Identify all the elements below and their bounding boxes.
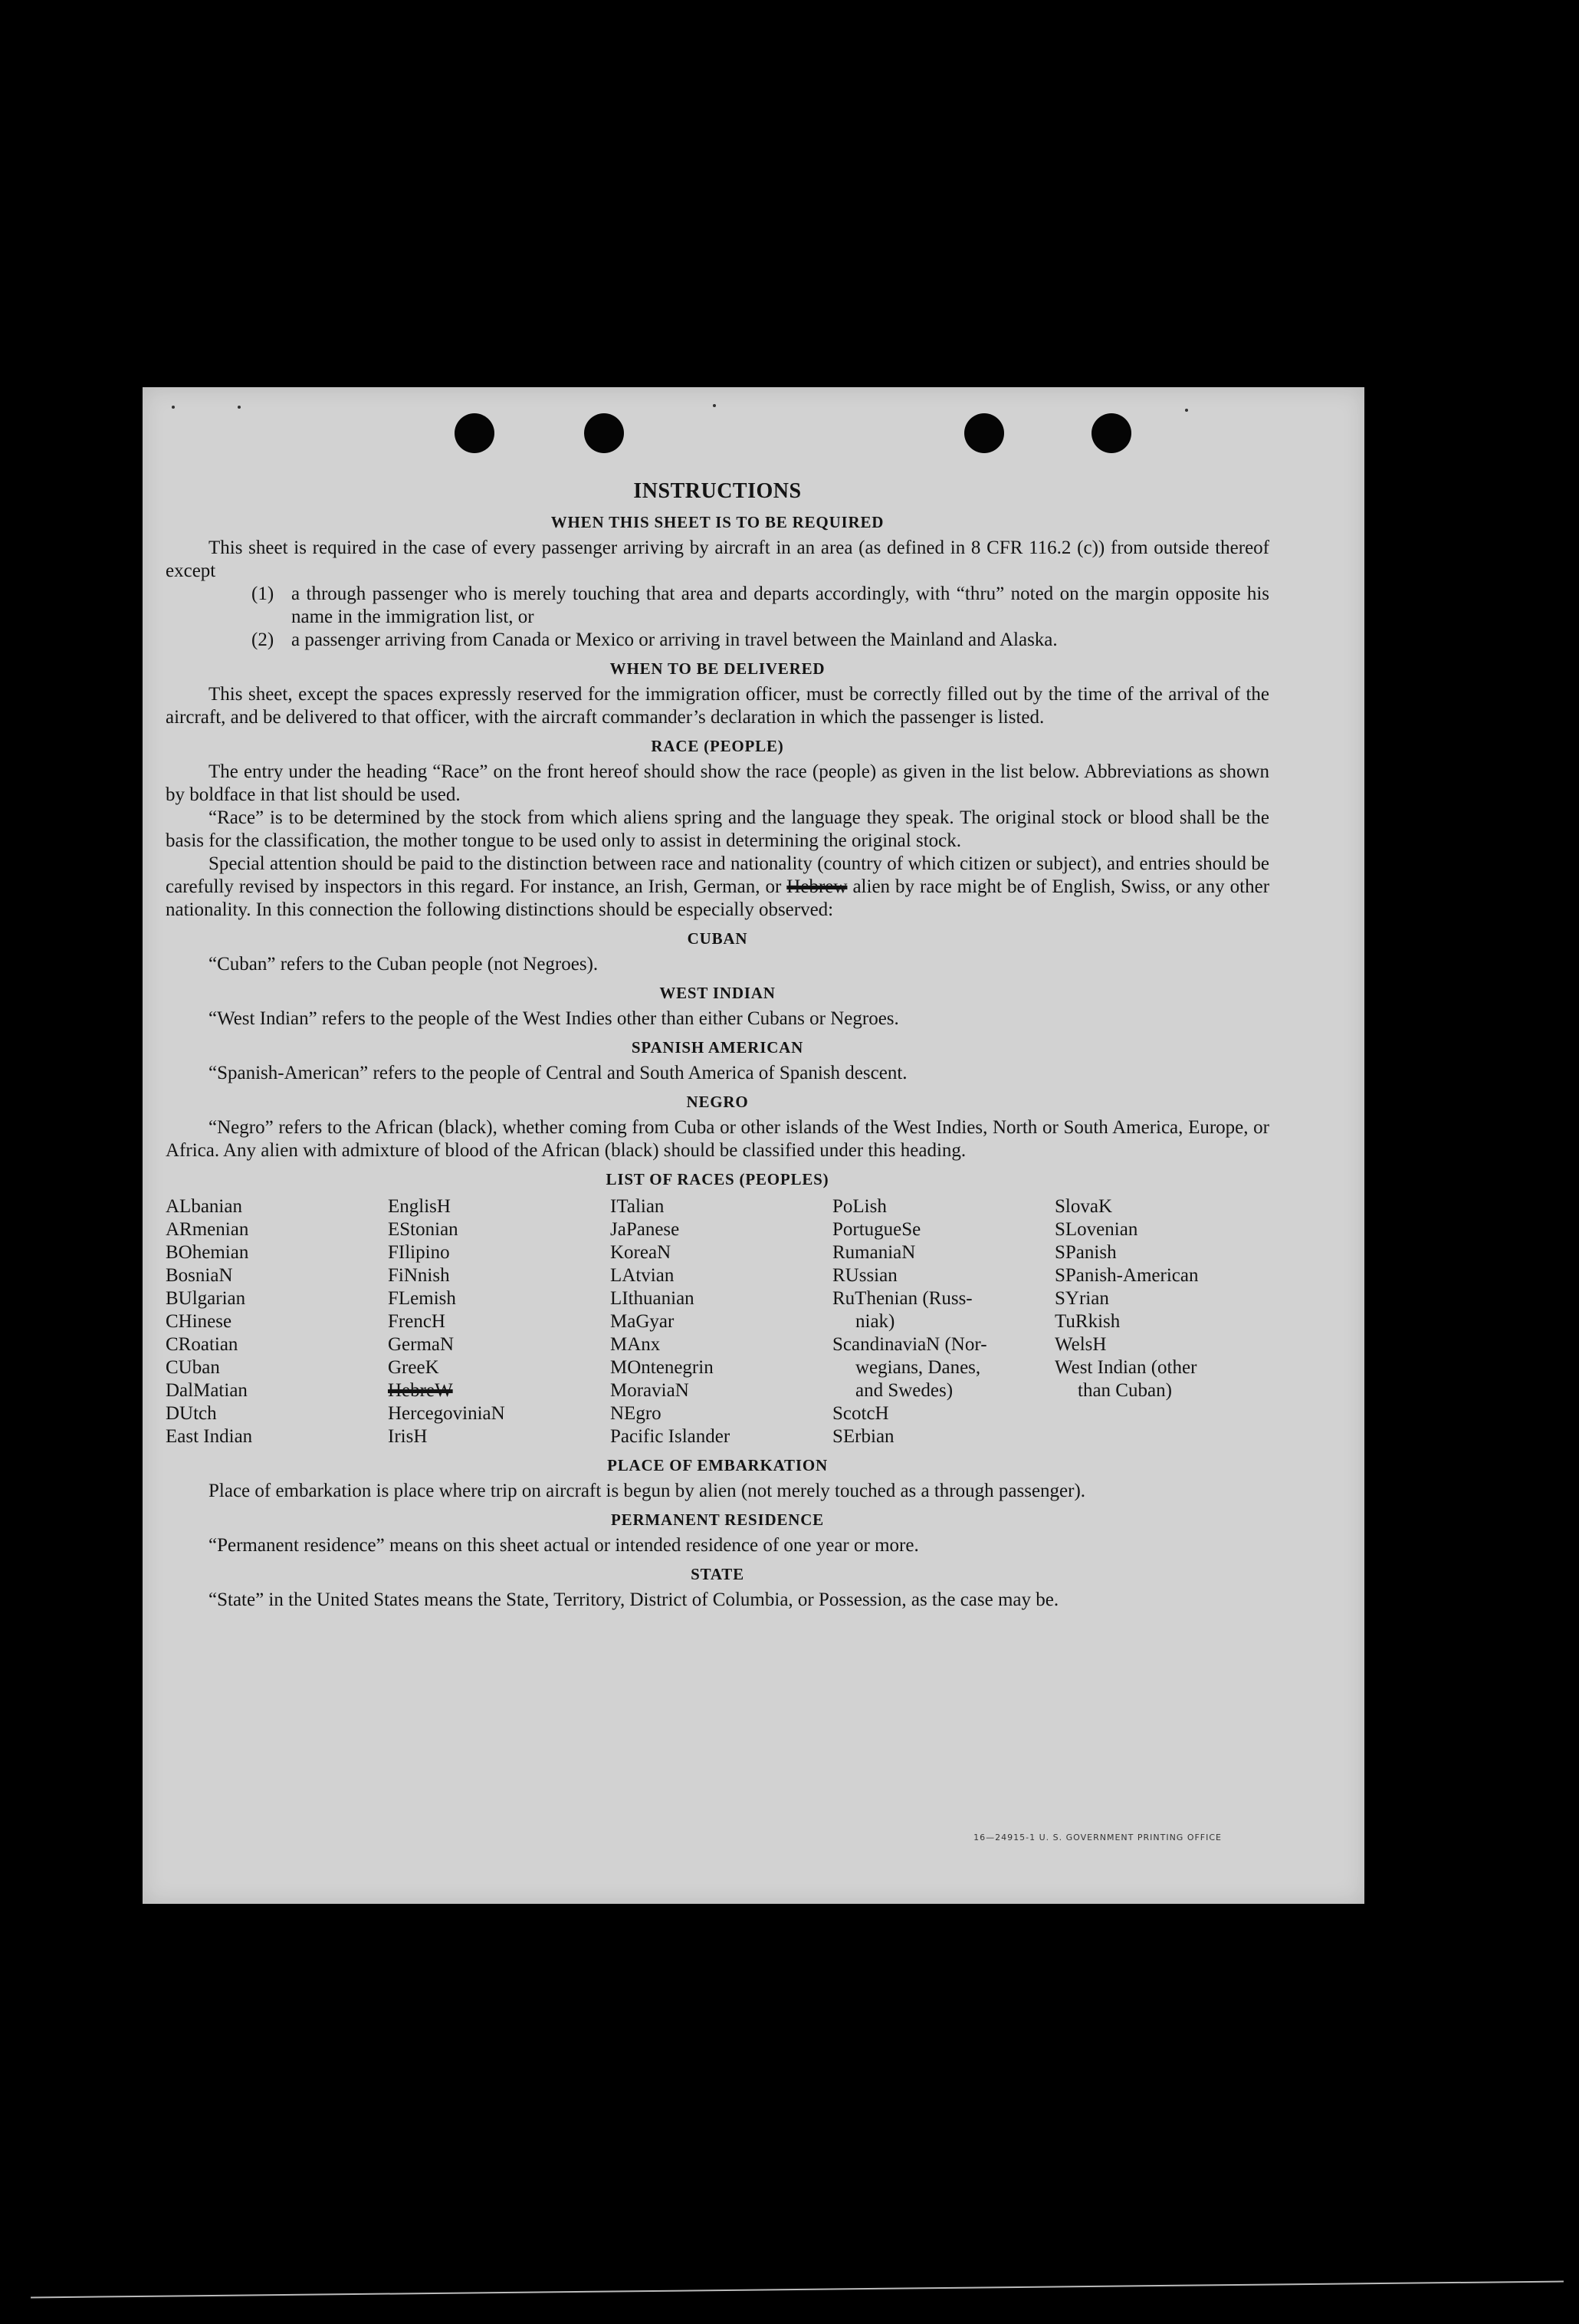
race-item: DalMatian (166, 1380, 248, 1401)
race-item: FIlipino (388, 1242, 450, 1263)
race-paragraph-3a: Special attention should be paid to the distinction between race and nationality (country of which citizen or subject), and entries should be carefully revised by inspectors in this regard. For instance, an Irish, German, or (166, 853, 1269, 897)
section-heading-cuban: CUBAN (687, 929, 748, 948)
race-item-continuation: wegians, Danes, (855, 1357, 981, 1378)
item-text: a passenger arriving from Canada or Mexico or arriving in travel between the Mainland and Alaska. (291, 629, 1058, 650)
race-item: NEgro (610, 1403, 661, 1424)
race-paragraph-3b: alien by race might be of English, Swiss, or any other nationality. In this connection the following distinctions should be especially observed: (166, 876, 1270, 920)
race-item: EStonian (388, 1219, 458, 1240)
item-number: (1) (251, 583, 274, 604)
race-item: SErbian (832, 1426, 895, 1447)
race-item: RUssian (832, 1265, 898, 1286)
race-item: CHinese (166, 1311, 232, 1332)
race-item: RuThenian (Russ- (832, 1288, 973, 1309)
race-item: MOntenegrin (610, 1357, 714, 1378)
race-item: TuRkish (1055, 1311, 1121, 1332)
west-indian-text: “West Indian” refers to the people of the West Indies other than either Cubans or Negroes. (208, 1008, 899, 1029)
race-item: RumaniaN (832, 1242, 916, 1263)
races-list (166, 1195, 1269, 1448)
race-item: FLemish (388, 1288, 456, 1309)
race-item: CRoatian (166, 1334, 238, 1355)
races-column-3 (610, 1195, 832, 1448)
speck (172, 406, 175, 409)
section-heading-negro: NEGRO (686, 1093, 749, 1111)
race-item: HercegoviniaN (388, 1403, 505, 1424)
race-item: JaPanese (610, 1219, 680, 1240)
page-title: INSTRUCTIONS (633, 479, 802, 503)
cuban-text: “Cuban” refers to the Cuban people (not Negroes). (208, 954, 599, 975)
race-item: MoraviaN (610, 1380, 689, 1401)
race-item: FrencH (388, 1311, 445, 1332)
race-item: LAtvian (610, 1265, 675, 1286)
race-item: SlovaK (1055, 1196, 1112, 1217)
race-item: SPanish (1055, 1242, 1117, 1263)
race-item: BUlgarian (166, 1288, 246, 1309)
section-heading-spanish-american: SPANISH AMERICAN (631, 1038, 804, 1057)
race-item: SLovenian (1055, 1219, 1138, 1240)
race-item: West Indian (other (1055, 1357, 1197, 1378)
section-heading-race: RACE (PEOPLE) (651, 737, 784, 755)
race-item: WelsH (1055, 1334, 1107, 1355)
race-item: GreeK (388, 1357, 439, 1378)
list-of-races-heading: LIST OF RACES (PEOPLES) (606, 1170, 829, 1188)
section-heading-west-indian: WEST INDIAN (659, 984, 776, 1002)
race-item: CUban (166, 1357, 220, 1378)
speck (238, 406, 241, 409)
scan-line (31, 2281, 1564, 2299)
residence-text: “Permanent residence” means on this sheet actual or intended residence of one year or more. (208, 1535, 919, 1556)
race-item: East Indian (166, 1426, 253, 1447)
race-item: MaGyar (610, 1311, 675, 1332)
race-item: GermaN (388, 1334, 455, 1355)
race-item-struck: HebreW (388, 1380, 453, 1401)
race-item: BOhemian (166, 1242, 249, 1263)
section-heading-when-delivered: WHEN TO BE DELIVERED (609, 659, 826, 678)
spanish-american-text: “Spanish-American” refers to the people of Central and South America of Spanish descent. (208, 1063, 908, 1083)
race-item: ScandinaviaN (Nor- (832, 1334, 987, 1355)
punch-hole (964, 413, 1004, 453)
race-item: EnglisH (388, 1196, 451, 1217)
when-delivered-text: This sheet, except the spaces expressly reserved for the immigration officer, must be correctly filled out by the time of the arrival of the aircraft, and be delivered to that officer, with the aircraft commander’s declaration in which the passenger is listed. (166, 684, 1269, 728)
race-item: DUtch (166, 1403, 217, 1424)
race-paragraph-2: “Race” is to be determined by the stock from which aliens spring and the language they speak. The original stock or blood shall be the basis for the classification, the mother tongue to be used only to assist in determining the original stock. (166, 807, 1269, 851)
race-item: MAnx (610, 1334, 661, 1355)
race-item: ITalian (610, 1196, 665, 1217)
punch-hole (584, 413, 624, 453)
instructions-content (166, 479, 1269, 1612)
race-item: ALbanian (166, 1196, 242, 1217)
race-item: ARmenian (166, 1219, 249, 1240)
negro-text: “Negro” refers to the African (black), whether coming from Cuba or other islands of the West Indies, North or South America, Europe, or Africa. Any alien with admixture of blood of the African (black) should be classified under this heading. (166, 1117, 1269, 1161)
race-paragraph-1: The entry under the heading “Race” on the front hereof should show the race (people) as given in the list below. Abbreviations as shown by boldface in that list should be used. (166, 761, 1269, 805)
race-item-continuation: niak) (855, 1311, 895, 1332)
printing-office-footnote: 16—24915-1 U. S. GOVERNMENT PRINTING OFFICE (973, 1833, 1222, 1842)
race-item: PortugueSe (832, 1219, 921, 1240)
section-heading-residence: PERMANENT RESIDENCE (611, 1510, 824, 1529)
race-item: PoLish (832, 1196, 887, 1217)
race-item-continuation: than Cuban) (1078, 1380, 1172, 1401)
speck (713, 404, 716, 407)
races-column-2 (388, 1195, 610, 1448)
race-item: KoreaN (610, 1242, 671, 1263)
race-item: BosniaN (166, 1265, 233, 1286)
section-heading-embarkation: PLACE OF EMBARKATION (607, 1456, 828, 1474)
speck (1185, 409, 1188, 412)
race-item: SYrian (1055, 1288, 1109, 1309)
race-item: IrisH (388, 1426, 428, 1447)
punch-hole (455, 413, 494, 453)
races-column-4 (832, 1195, 1055, 1448)
when-required-intro: This sheet is required in the case of every passenger arriving by aircraft in an area (as defined in 8 CFR 116.2 (c)) from outside thereof except (166, 537, 1269, 581)
race-item: FiNnish (388, 1265, 450, 1286)
exception-item-1 (166, 583, 1269, 629)
exception-item-2 (166, 629, 1269, 652)
item-number: (2) (251, 629, 274, 650)
document-sheet (143, 387, 1364, 1904)
item-text: a through passenger who is merely touching that area and departs accordingly, with “thru” noted on the margin opposite his name in the immigration list, or (291, 583, 1269, 627)
race-paragraph-3 (166, 853, 1269, 922)
struck-word: Hebrew (786, 876, 848, 897)
state-text: “State” in the United States means the State, Territory, District of Columbia, or Possession, as the case may be. (208, 1589, 1059, 1610)
races-column-1 (166, 1195, 388, 1448)
race-item: LIthuanian (610, 1288, 694, 1309)
section-heading-when-required: WHEN THIS SHEET IS TO BE REQUIRED (550, 513, 885, 531)
race-item-continuation: and Swedes) (855, 1380, 954, 1401)
section-heading-state: STATE (691, 1565, 744, 1583)
embarkation-text: Place of embarkation is place where trip on aircraft is begun by alien (not merely touched as a through passenger). (208, 1481, 1086, 1501)
punch-hole (1092, 413, 1131, 453)
race-item: SPanish-American (1055, 1265, 1199, 1286)
race-item: ScotcH (832, 1403, 889, 1424)
races-column-5 (1055, 1195, 1277, 1448)
race-item: Pacific Islander (610, 1426, 730, 1447)
